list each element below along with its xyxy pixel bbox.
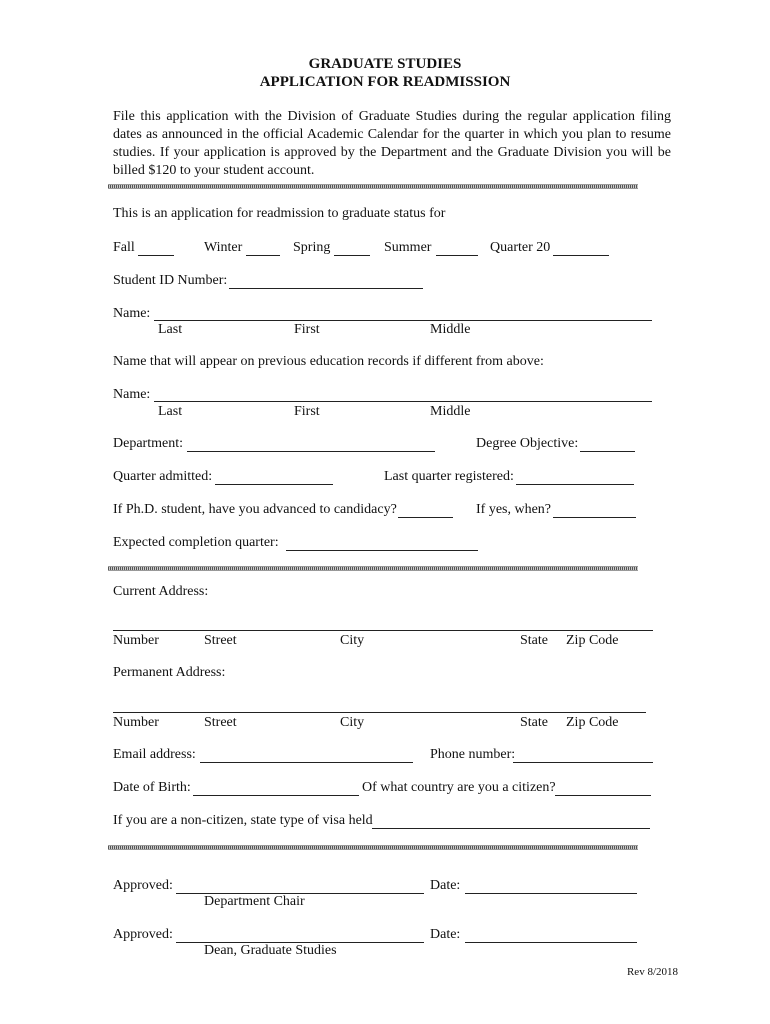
- quarter-year-input[interactable]: [553, 241, 609, 256]
- state-caption: State: [520, 633, 548, 648]
- last-name-caption: Last: [158, 322, 183, 337]
- previous-name-label: Name:: [113, 387, 151, 402]
- spring-label: Spring: [293, 240, 331, 255]
- approved-signature-1[interactable]: [176, 879, 424, 894]
- department-label: Department:: [113, 436, 183, 451]
- phone-input[interactable]: [513, 748, 653, 763]
- visa-input[interactable]: [372, 814, 650, 829]
- street-caption: Street: [204, 633, 237, 648]
- street-caption-2: Street: [204, 715, 237, 730]
- approved-label-1: Approved:: [113, 878, 173, 893]
- number-caption-2: Number: [113, 715, 159, 730]
- section-divider: [108, 566, 638, 571]
- form-title: GRADUATE STUDIES: [308, 56, 462, 72]
- expected-completion-label: Expected completion quarter:: [113, 535, 279, 550]
- city-caption-2: City: [340, 715, 365, 730]
- previous-name-input[interactable]: [154, 387, 652, 402]
- email-label: Email address:: [113, 747, 196, 762]
- dean-caption: Dean, Graduate Studies: [204, 943, 337, 958]
- last-quarter-input[interactable]: [516, 470, 634, 485]
- dob-input[interactable]: [193, 781, 359, 796]
- fall-input[interactable]: [138, 241, 174, 256]
- dob-label: Date of Birth:: [113, 780, 191, 795]
- permanent-address-input[interactable]: [113, 698, 646, 713]
- current-address-label: Current Address:: [113, 584, 209, 599]
- permanent-address-label: Permanent Address:: [113, 665, 226, 680]
- quarter-admitted-input[interactable]: [215, 470, 333, 485]
- citizen-input[interactable]: [555, 781, 651, 796]
- first-name-caption: First: [294, 322, 320, 337]
- approved-date-2[interactable]: [465, 928, 637, 943]
- previous-first-caption: First: [294, 404, 320, 419]
- degree-objective-input[interactable]: [580, 437, 635, 452]
- phone-label: Phone number:: [430, 747, 516, 762]
- previous-middle-caption: Middle: [430, 404, 471, 419]
- degree-objective-label: Degree Objective:: [476, 436, 579, 451]
- approved-label-2: Approved:: [113, 927, 173, 942]
- form-subtitle: APPLICATION FOR READMISSION: [259, 74, 511, 90]
- section-divider: [108, 845, 638, 850]
- winter-input[interactable]: [246, 241, 280, 256]
- name-input[interactable]: [154, 306, 652, 321]
- department-input[interactable]: [187, 437, 435, 452]
- zip-caption: Zip Code: [566, 633, 619, 648]
- summer-label: Summer: [384, 240, 432, 255]
- city-caption: City: [340, 633, 365, 648]
- fall-label: Fall: [113, 240, 135, 255]
- previous-last-caption: Last: [158, 404, 183, 419]
- student-id-input[interactable]: [229, 274, 423, 289]
- revision-note: Rev 8/2018: [626, 966, 678, 978]
- spring-input[interactable]: [334, 241, 370, 256]
- approved-date-1[interactable]: [465, 879, 637, 894]
- email-input[interactable]: [200, 748, 413, 763]
- winter-label: Winter: [204, 240, 243, 255]
- phd-candidacy-input[interactable]: [398, 503, 453, 518]
- zip-caption-2: Zip Code: [566, 715, 619, 730]
- section-divider: [108, 184, 638, 189]
- number-caption: Number: [113, 633, 159, 648]
- visa-label: If you are a non-citizen, state type of visa held: [113, 813, 373, 828]
- date-label-2: Date:: [430, 927, 461, 942]
- department-chair-caption: Department Chair: [204, 894, 305, 909]
- state-caption-2: State: [520, 715, 548, 730]
- intro-paragraph: File this application with the Division of Graduate Studies during the regular application filing dates as announced in the official Academic Calendar for the quarter in which you plan to resume studies. If your application is approved by the Department and the Graduate Division you will be billed $120 to your student account.: [113, 109, 671, 178]
- last-quarter-label: Last quarter registered:: [384, 469, 514, 484]
- phd-candidacy-label: If Ph.D. student, have you advanced to candidacy?: [113, 502, 397, 517]
- expected-completion-input[interactable]: [286, 536, 478, 551]
- summer-input[interactable]: [436, 241, 478, 256]
- current-address-input[interactable]: [113, 616, 653, 631]
- if-yes-label: If yes, when?: [476, 502, 552, 517]
- previous-name-prompt: Name that will appear on previous education records if different from above:: [113, 354, 544, 369]
- if-yes-input[interactable]: [553, 503, 636, 518]
- quarter-admitted-label: Quarter admitted:: [113, 469, 213, 484]
- quarter-year-label: Quarter 20: [490, 240, 551, 255]
- middle-name-caption: Middle: [430, 322, 471, 337]
- student-id-label: Student ID Number:: [113, 273, 228, 288]
- approved-signature-2[interactable]: [176, 928, 424, 943]
- name-label: Name:: [113, 306, 151, 321]
- date-label-1: Date:: [430, 878, 461, 893]
- readmission-prompt: This is an application for readmission to graduate status for: [113, 206, 446, 221]
- citizen-label: Of what country are you a citizen?: [362, 780, 556, 795]
